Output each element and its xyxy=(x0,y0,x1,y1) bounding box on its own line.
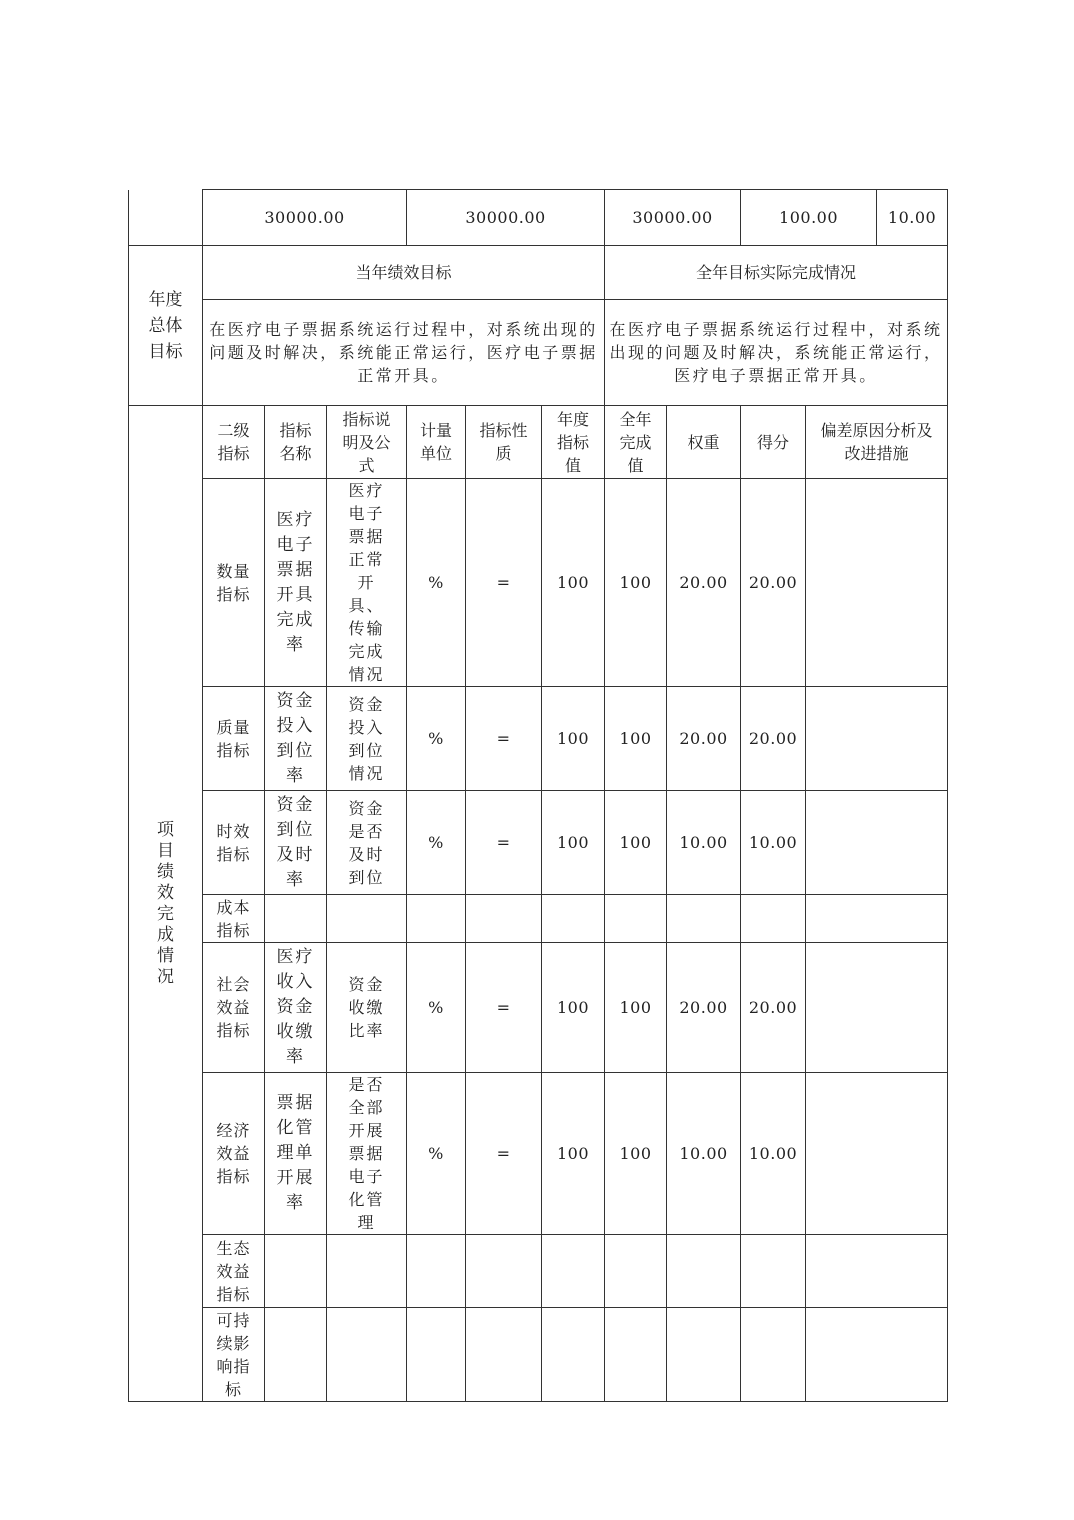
table-row xyxy=(129,1073,948,1235)
header-desc: 指标说明及公式 xyxy=(327,406,407,479)
row-annual-value xyxy=(542,1235,605,1308)
row-score: 20.00 xyxy=(741,479,806,687)
row-desc xyxy=(327,895,407,943)
row-unit xyxy=(407,895,466,943)
row-name: 票据化管理单开展率 xyxy=(265,1073,327,1235)
row-reason xyxy=(806,895,948,943)
row-desc xyxy=(327,1308,407,1402)
table-row xyxy=(129,791,948,895)
row-name xyxy=(265,1308,327,1402)
indicator-header-row xyxy=(129,406,948,479)
header-weight: 权重 xyxy=(667,406,741,479)
row-completed: 100 xyxy=(605,1073,667,1235)
row-score: 10.00 xyxy=(741,791,806,895)
row-nature: = xyxy=(466,943,542,1073)
funding-value-5: 10.00 xyxy=(877,190,948,246)
actual-completion-header: 全年目标实际完成情况 xyxy=(605,246,948,300)
table-row xyxy=(129,895,948,943)
row-weight xyxy=(667,895,741,943)
row-nature: = xyxy=(466,791,542,895)
row-weight: 20.00 xyxy=(667,479,741,687)
row-annual-value xyxy=(542,895,605,943)
row-annual-value xyxy=(542,1308,605,1402)
row-level2: 社会效益指标 xyxy=(203,943,265,1073)
row-name: 资金到位及时率 xyxy=(265,791,327,895)
row-score xyxy=(741,1308,806,1402)
row-completed: 100 xyxy=(605,479,667,687)
row-nature xyxy=(466,1235,542,1308)
row-unit: % xyxy=(407,687,466,791)
row-reason xyxy=(806,1308,948,1402)
row-desc: 是否全部开展票据电子化管理 xyxy=(327,1073,407,1235)
row-weight xyxy=(667,1235,741,1308)
row-level2: 数量指标 xyxy=(203,479,265,687)
row-level2: 经济效益指标 xyxy=(203,1073,265,1235)
row-desc: 资金投入到位情况 xyxy=(327,687,407,791)
row-level2: 时效指标 xyxy=(203,791,265,895)
row-name xyxy=(265,1235,327,1308)
row-reason xyxy=(806,1235,948,1308)
row-weight: 20.00 xyxy=(667,687,741,791)
header-unit: 计量单位 xyxy=(407,406,466,479)
row-reason xyxy=(806,791,948,895)
row-unit: % xyxy=(407,1073,466,1235)
row-reason xyxy=(806,479,948,687)
table-row xyxy=(129,687,948,791)
row-weight: 10.00 xyxy=(667,1073,741,1235)
row-score xyxy=(741,895,806,943)
annual-goal-label: 年度总体目标 xyxy=(129,246,203,406)
row-completed xyxy=(605,895,667,943)
row-unit: % xyxy=(407,479,466,687)
row-level2: 成本指标 xyxy=(203,895,265,943)
row-completed xyxy=(605,1308,667,1402)
row-score: 10.00 xyxy=(741,1073,806,1235)
row-desc: 资金是否及时到位 xyxy=(327,791,407,895)
header-name: 指标名称 xyxy=(265,406,327,479)
row-completed: 100 xyxy=(605,943,667,1073)
funding-value-1: 30000.00 xyxy=(203,190,407,246)
funding-value-4: 100.00 xyxy=(741,190,877,246)
table-row xyxy=(129,1235,948,1308)
row-reason xyxy=(806,687,948,791)
row-annual-value: 100 xyxy=(542,687,605,791)
header-score: 得分 xyxy=(741,406,806,479)
funding-row xyxy=(129,190,948,246)
row-unit xyxy=(407,1308,466,1402)
header-level2: 二级指标 xyxy=(203,406,265,479)
row-weight: 10.00 xyxy=(667,791,741,895)
row-score: 20.00 xyxy=(741,687,806,791)
row-nature xyxy=(466,895,542,943)
header-nature: 指标性质 xyxy=(466,406,542,479)
current-year-target-text: 在医疗电子票据系统运行过程中，对系统出现的问题及时解决，系统能正常运行，医疗电子票据正常开具。 xyxy=(203,300,605,406)
row-name xyxy=(265,895,327,943)
current-year-target-header: 当年绩效目标 xyxy=(203,246,605,300)
row-level2: 生态效益指标 xyxy=(203,1235,265,1308)
row-completed xyxy=(605,1235,667,1308)
row-level2: 质量指标 xyxy=(203,687,265,791)
row-desc: 资金收缴比率 xyxy=(327,943,407,1073)
row-annual-value: 100 xyxy=(542,943,605,1073)
row-unit: % xyxy=(407,791,466,895)
row-score: 20.00 xyxy=(741,943,806,1073)
annual-goal-text-row xyxy=(129,300,948,406)
row-score xyxy=(741,1235,806,1308)
row-annual-value: 100 xyxy=(542,791,605,895)
funding-value-2: 30000.00 xyxy=(407,190,605,246)
actual-completion-text: 在医疗电子票据系统运行过程中，对系统出现的问题及时解决，系统能正常运行，医疗电子票据正常开具。 xyxy=(605,300,948,406)
row-annual-value: 100 xyxy=(542,479,605,687)
header-completed: 全年完成值 xyxy=(605,406,667,479)
header-annual-value: 年度指标值 xyxy=(542,406,605,479)
row-nature: = xyxy=(466,479,542,687)
row-level2: 可持续影响指标 xyxy=(203,1308,265,1402)
row-weight xyxy=(667,1308,741,1402)
performance-form-table xyxy=(128,189,948,1402)
row-nature: = xyxy=(466,687,542,791)
row-unit: % xyxy=(407,943,466,1073)
row-desc xyxy=(327,1235,407,1308)
row-name: 医疗收入资金收缴率 xyxy=(265,943,327,1073)
header-reason: 偏差原因分析及改进措施 xyxy=(806,406,948,479)
row-completed: 100 xyxy=(605,687,667,791)
row-nature xyxy=(466,1308,542,1402)
table-row xyxy=(129,479,948,687)
row-weight: 20.00 xyxy=(667,943,741,1073)
performance-section-label: 项目绩效完成情况 xyxy=(129,406,203,1402)
table-row xyxy=(129,1308,948,1402)
row-name: 医疗电子票据开具完成率 xyxy=(265,479,327,687)
annual-goal-header-row xyxy=(129,246,948,300)
row-reason xyxy=(806,943,948,1073)
row-reason xyxy=(806,1073,948,1235)
funding-row-label xyxy=(129,190,203,246)
row-nature: = xyxy=(466,1073,542,1235)
row-name: 资金投入到位率 xyxy=(265,687,327,791)
row-completed: 100 xyxy=(605,791,667,895)
funding-value-3: 30000.00 xyxy=(605,190,741,246)
row-unit xyxy=(407,1235,466,1308)
row-annual-value: 100 xyxy=(542,1073,605,1235)
table-row xyxy=(129,943,948,1073)
row-desc: 医疗电子票据正常开具、传输完成情况 xyxy=(327,479,407,687)
